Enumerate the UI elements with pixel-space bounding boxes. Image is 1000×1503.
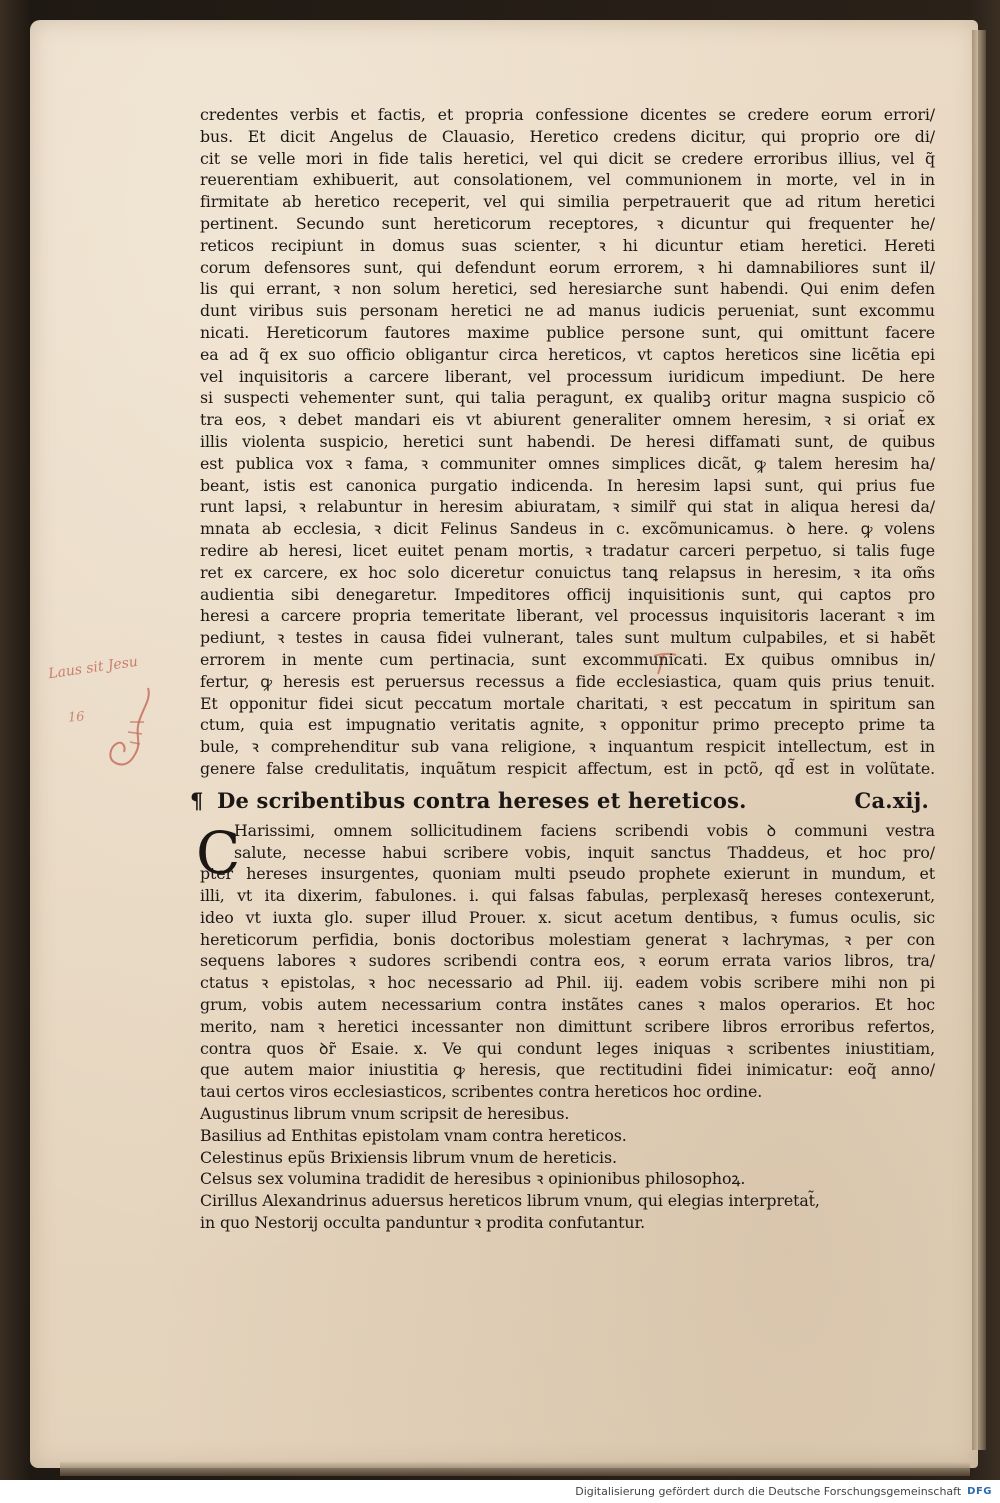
text-line: Cirillus Alexandrinus aduersus hereticos librum vnum, qui elegias interpretat̃, <box>200 1191 820 1211</box>
text-line: hereticorum perfidia, bonis doctoribus molestiam generat ꝛ lachrymas, ꝛ per con <box>200 929 935 949</box>
text-line: corum defensores sunt, qui defendunt eorum errorem, ꝛ hi damnabiliores sunt il/ <box>200 257 935 277</box>
text-line: mnata ab ecclesia, ꝛ dicit Felinus Sandeus in c. excõmunicamus. ꝺ here. ꝙ volens <box>200 519 935 539</box>
text-line: pter hereses insurgentes, quoniam multi pseudo prophete exierunt in mundum, et <box>200 864 935 884</box>
text-line: Harissimi, omnem sollicitudinem faciens scribendi vobis ꝺ communi vestra <box>234 820 935 840</box>
paragraph-2-lines <box>200 820 935 1103</box>
footer-credit: Digitalisierung gefördert durch die Deutsche Forschungsgemeinschaft <box>575 1485 962 1498</box>
text-line: taui certos viros ecclesiasticos, scribentes contra hereticos hoc ordine. <box>200 1082 763 1102</box>
text-line: credentes verbis et factis, et propria confessione dicentes se credere eorum errori/ <box>200 105 935 124</box>
pilcrow-icon: ¶ <box>190 787 204 813</box>
text-line: que autem maior iniustitia ꝙ heresis, que rectitudini fidei inimicatur: eoq̃ anno/ <box>200 1060 935 1080</box>
text-line: contra quos ꝺr̃ Esaie. x. Ve qui condunt leges iniquas ꝛ scribentes iniustitiam, <box>200 1038 935 1058</box>
author-list <box>200 1103 935 1234</box>
margin-note-text: Laus sit Jesu <box>47 653 139 683</box>
text-line: merito, nam ꝛ heretici incessanter non dimittunt scribere libros erroribus refertos, <box>200 1016 935 1036</box>
margin-note-number: 16 <box>67 709 86 726</box>
text-line: in quo Nestorij occulta panduntur ꝛ prodita confutantur. <box>200 1213 646 1233</box>
text-line: tra eos, ꝛ debet mandari eis vt abiurent generaliter omnem heresim, ꝛ si oriat̃ ex <box>200 410 935 430</box>
text-line: ctum, quia est impugnatio veritatis agnite, ꝛ opponitur primo precepto prime ta <box>200 715 935 735</box>
text-line: illis violenta suspicio, heretici sunt habendi. De heresi diffamati sunt, de quibus <box>200 431 935 451</box>
text-line: redire ab heresi, licet euitet penam mortis, ꝛ tradatur carceri perpetuo, si talis fuge <box>200 540 935 560</box>
text-line: illi, vt ita dixerim, fabulones. i. qui falsas fabulas, perplexasq̃ hereses contexerunt, <box>200 886 935 906</box>
text-line: runt lapsi, ꝛ relabuntur in heresim abiuratam, ꝛ similr̃ qui stat in aliqua heresi da/ <box>200 497 935 517</box>
text-line: bus. Et dicit Angelus de Clauasio, Heretico credens dicitur, qui proprio ore di/ <box>200 126 935 146</box>
text-line: grum, vobis autem necessarium contra instãtes canes ꝛ malos operarios. Et hoc <box>200 995 935 1015</box>
page-edge-right <box>972 30 986 1450</box>
text-line: heresi a carcere propria temeritate liberant, vel processus inquisitoris lacerant ꝛ im <box>200 606 935 626</box>
text-line: pertinent. Secundo sunt hereticorum receptores, ꝛ dicuntur qui frequenter he/ <box>200 213 935 233</box>
text-line: salute, necesse habui scribere vobis, inquit sanctus Thaddeus, et hoc pro/ <box>234 842 935 862</box>
page-edge-bottom <box>60 1462 970 1476</box>
text-line: ideo vt iuxta glo. super illud Prouer. x. sicut acetum dentibus, ꝛ fumus oculis, sic <box>200 907 935 927</box>
paragraph-1 <box>200 104 935 780</box>
text-line: est publica vox ꝛ fama, ꝛ communiter omnes simplices dicãt, ꝙ talem heresim ha/ <box>200 453 935 473</box>
text-line: ea ad q̃ ex suo officio obligantur circa hereticos, vt captos hereticos sine licẽtia epi <box>200 344 935 364</box>
text-line: errorem in mente cum pertinacia, sunt excommunicati. Ex quibus omnibus in/ <box>200 649 935 669</box>
text-line: bule, ꝛ comprehenditur sub vana religione, ꝛ inquantum respicit intellectum, est in <box>200 737 935 757</box>
text-line: Celestinus epũs Brixiensis librum vnum de hereticis. <box>200 1147 617 1167</box>
chapter-title: De scribentibus contra hereses et hereticos. <box>217 787 747 813</box>
text-line: audientia sibi denegaretur. Impeditores officij inquisitionis sunt, qui captos pro <box>200 584 935 604</box>
text-line: genere false credulitatis, inquãtum respicit affectum, est in pctõ, qd̃ est in volũtate. <box>200 758 935 778</box>
text-line: cit se velle mori in fide talis heretici, vel qui dicit se credere erroribus illius, vel q̃ <box>200 148 935 168</box>
text-line: sequens labores ꝛ sudores scribendi contra eos, ꝛ eorum errata varios libros, tra/ <box>200 951 935 971</box>
text-line: firmitate ab heretico receperit, vel qui similia perpetrauerit que ad ritum heretici <box>200 192 935 212</box>
text-line: pediunt, ꝛ testes in causa fidei vulnerant, tales sunt multum culpabiles, et si habẽt <box>200 628 935 648</box>
margin-annotation <box>40 652 190 792</box>
text-line: nicati. Hereticorum fautores maxime publice persone sunt, qui omittunt facere <box>200 322 935 342</box>
text-line: fertur, ꝙ heresis est peruersus recessus a fide ecclesiastica, quam quis prius tenuit. <box>200 671 935 691</box>
chapter-heading <box>190 787 935 820</box>
text-line: vel inquisitoris a carcere liberant, vel processum iuridicum impediunt. De here <box>200 366 935 386</box>
text-column <box>190 104 935 1234</box>
drop-cap: C <box>196 818 241 887</box>
text-line: Celsus sex volumina tradidit de heresibus ꝛ opinionibus philosophoꝝ. <box>200 1169 746 1189</box>
chapter-number: Ca.xij. <box>854 787 929 813</box>
text-line: beant, istis est canonica purgatio indicenda. In heresim lapsi sunt, qui prius fue <box>200 475 935 495</box>
text-line: si suspecti vehementer sunt, qui talia peragunt, ex qualibꝫ oritur magna suspicio cõ <box>200 388 935 408</box>
footer-bar <box>0 1480 1000 1503</box>
paragraph-2 <box>196 818 935 1103</box>
text-line: reuerentiam exhibuerit, aut consolationem, vel communionem in morte, vel in in <box>200 170 935 190</box>
text-line: Basilius ad Enthitas epistolam vnam contra hereticos. <box>200 1125 627 1145</box>
text-line: reticos recipiunt in domus suas scienter, ꝛ hi dicuntur etiam heretici. Hereti <box>200 235 935 255</box>
dfg-logo: DFG <box>967 1486 992 1497</box>
text-line: Augustinus librum vnum scripsit de heresibus. <box>200 1104 570 1124</box>
text-line: Et opponitur fidei sicut peccatum mortale charitati, ꝛ est peccatum in spiritum san <box>200 693 935 713</box>
pointing-hand-icon <box>100 682 170 792</box>
text-line: ret ex carcere, ex hoc solo diceretur conuictus tanꝗ relapsus in heresim, ꝛ ita om̃s <box>200 562 935 582</box>
text-line: ctatus ꝛ epistolas, ꝛ hoc necessario ad Phil. iij. eadem vobis scribere mihi non pi <box>200 973 935 993</box>
text-line: lis qui errant, ꝛ non solum heretici, sed heresiarche sunt habendi. Qui enim defen <box>200 279 935 299</box>
text-line: dunt viribus suis personam heretici ne ad manus iudicis perueniat, sunt excommu <box>200 301 935 321</box>
